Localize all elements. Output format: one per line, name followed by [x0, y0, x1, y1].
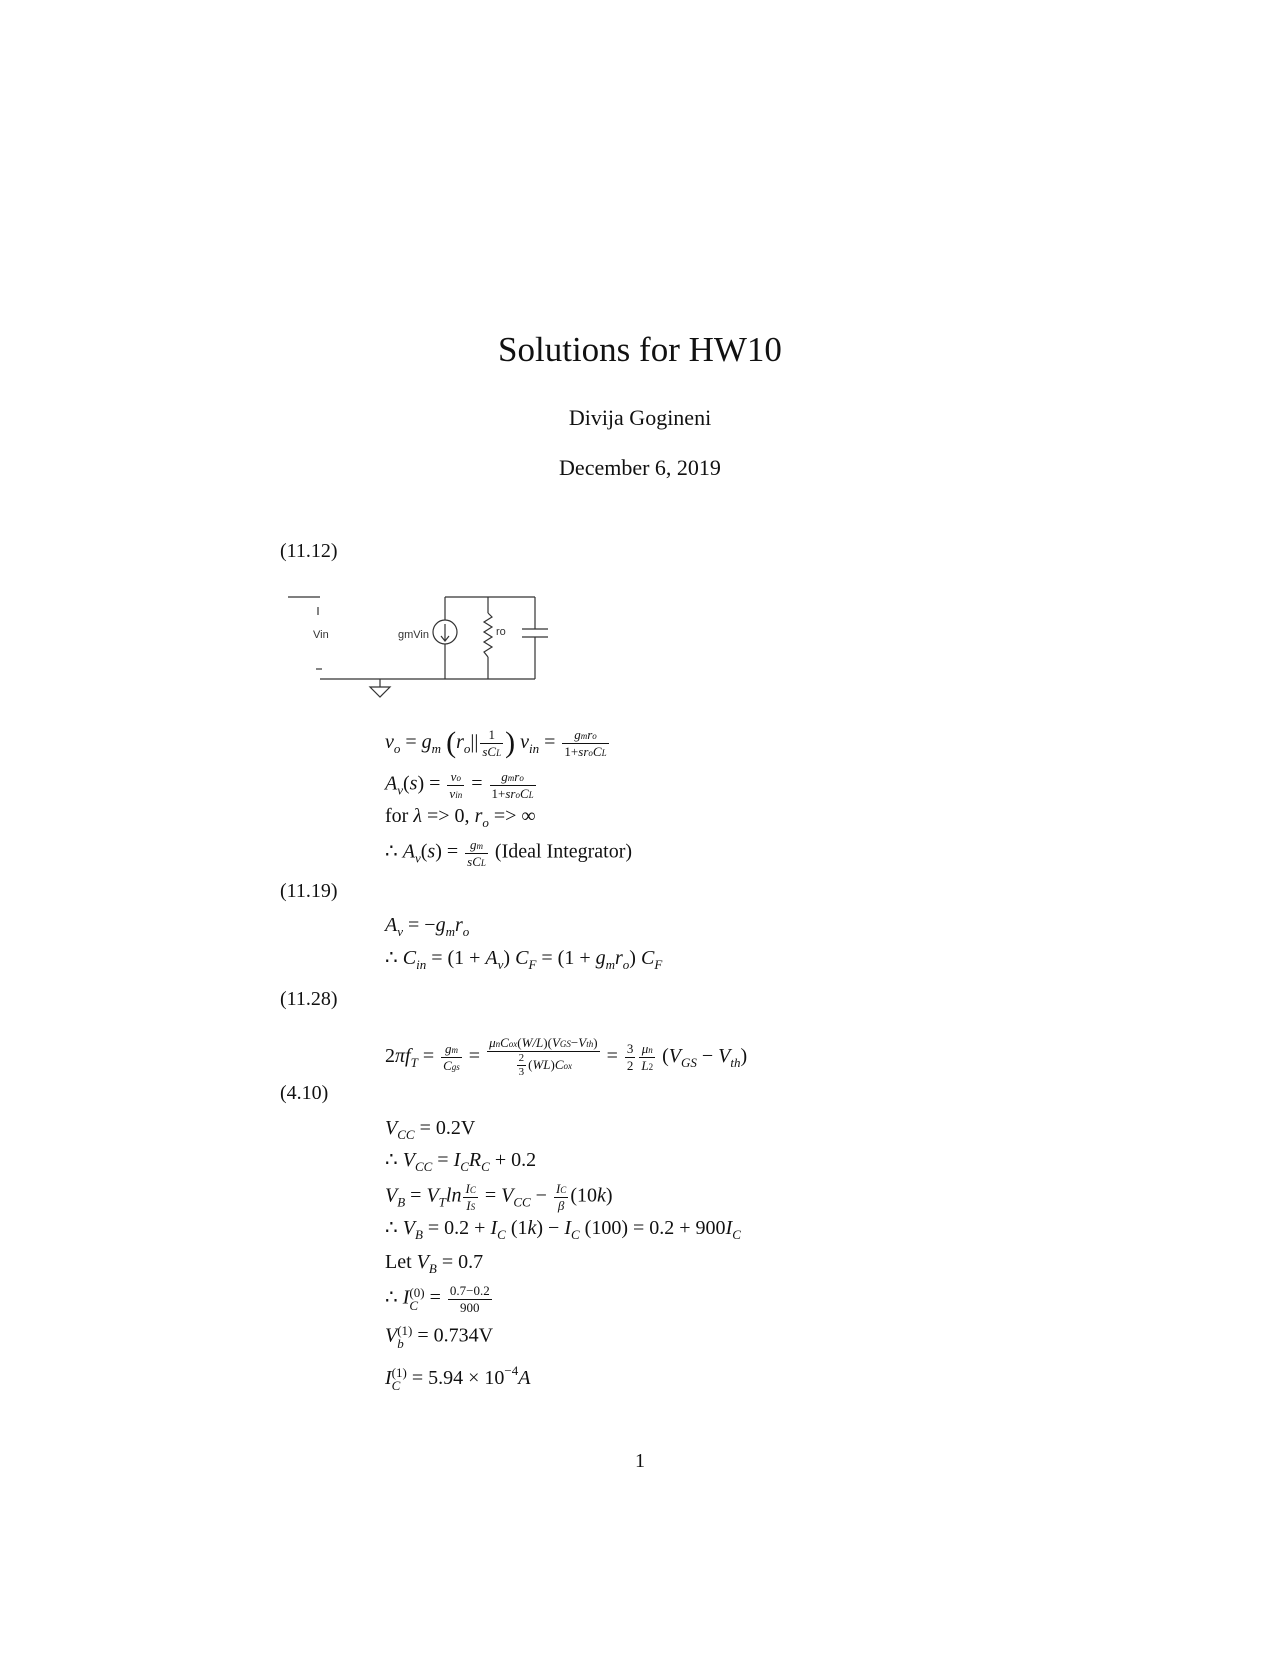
eq-vcc-kvl: ∴ $V_{CC} = I_CR_C + 0.2$ — [385, 1149, 537, 1174]
section-label-4-10: (4.10) — [280, 1082, 329, 1104]
ground-symbol — [370, 687, 390, 697]
section-label-11-12: (11.12) — [280, 540, 338, 562]
ro-label: ro — [496, 626, 506, 638]
eq-av-s: $A_v(s)$ = $\frac{vo}{\text{vin}}$ = $\frac{\text{gmro}}{\text{1+sroCL}}$ — [385, 769, 534, 801]
eq-let-vb: Let $V_B = 0.7$ — [385, 1251, 484, 1276]
ic1-exponent: −4 — [504, 1363, 519, 1378]
page-number: 1 — [635, 1450, 645, 1472]
eq-cin-miller: ∴ $C_{in} = (1 + A_v) C_F = (1 + g_mr_o)$ $C_F$ — [385, 947, 663, 972]
section-label-11-19: (11.19) — [280, 880, 338, 902]
eq-ic1: I (1) C = $5.94 \times 10^{-4}A$ — [385, 1363, 531, 1394]
eq-vb1: V (1) b = 0.734V — [385, 1323, 494, 1351]
ic1-value: 5.94 × 10 — [428, 1367, 505, 1389]
section-label-11-28: (11.28) — [280, 988, 338, 1010]
eq-ic0: ∴ I (0) C = $\frac{0.7-0.2}{900}$ — [385, 1283, 490, 1315]
ideal-integrator-note: (Ideal Integrator) — [494, 840, 633, 863]
author-name: Divija Gogineni — [568, 405, 712, 430]
circuit-wires — [320, 597, 535, 687]
circuit-diagram — [280, 585, 580, 705]
vcc-value: 0.2V — [435, 1117, 476, 1139]
eq-vb: $V_B = V_T\ln$ $\frac{IC}{IS}$ = $V_{CC}$ − $\frac{IC}{\beta}$ (10k) — [385, 1181, 613, 1213]
current-source — [433, 620, 457, 644]
for-text: for — [385, 805, 409, 827]
eq-ideal-integrator: ∴ $A_v(s)$ = $\frac{gm}{\text{sCL}}$ (Ideal Integrator) — [385, 837, 633, 869]
eq-vo: $v_o = g_m$ ($r_o||$ $\frac{1}{\text{sCL}}$ ) $v_{in}$ = $\frac{\text{gmro}}{\text{1+sroCL}}$ — [385, 726, 607, 759]
eq-av-gain: $A_v = -g_mr_o$ — [385, 914, 470, 939]
vin-label: Vin — [313, 629, 329, 641]
document-title: Solutions for HW10 — [498, 330, 782, 369]
eq-vb-expanded: ∴ $V_B = 0.2 + I_C$ $(1k) - I_C$ $(100) = 0.2 + 900I_C$ — [385, 1217, 741, 1242]
vb1-value: 0.734V — [433, 1324, 494, 1347]
eq-lambda-limit: for λ => 0, $r_o$ => ∞ — [385, 805, 536, 830]
document-date: December 6, 2019 — [559, 455, 721, 480]
eq-vcc: $V_{CC} = 0.2V$ — [385, 1117, 476, 1142]
gm-vin-label: gmVin — [398, 629, 429, 641]
eq-ft: $2\pi f_T$ = $\frac{gm}{\text{Cgs}}$ = μnCox(W/L)(VGS−Vth) $\frac{2}{3}$ (WL)Cox = $\frac{3}{2}$ $\frac{\mu n}{L2}$ $(V_{GS} - V_{th})$ — [385, 1035, 748, 1079]
let-text: Let — [385, 1251, 412, 1273]
capacitor-cl — [522, 629, 548, 637]
resistor-ro — [484, 613, 492, 657]
vb-let-value: 0.7 — [458, 1251, 484, 1273]
